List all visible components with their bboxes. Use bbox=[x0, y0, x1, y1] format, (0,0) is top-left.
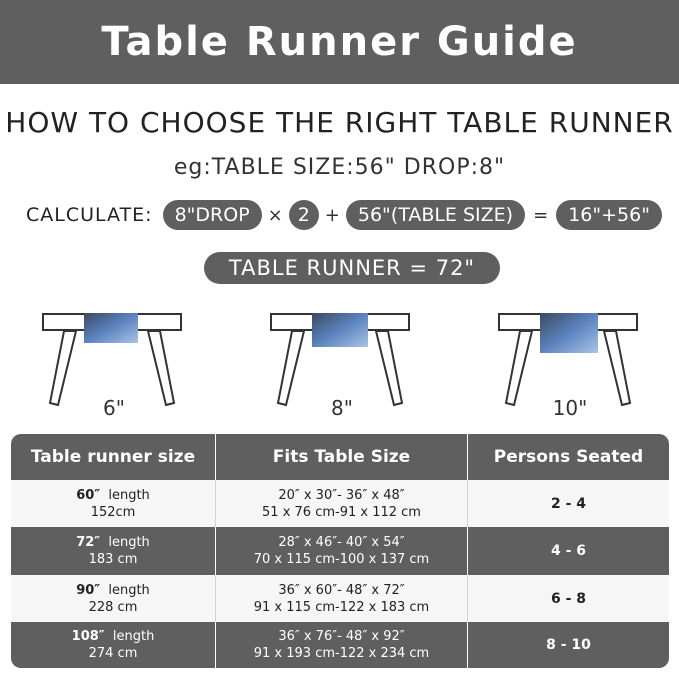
factor-pill: 2 bbox=[289, 200, 319, 230]
table-size-pill: 56"(TABLE SIZE) bbox=[346, 200, 525, 230]
fit-cm: 70 x 115 cm-100 x 137 cm bbox=[253, 552, 430, 567]
guide-heading: HOW TO CHOOSE THE RIGHT TABLE RUNNER bbox=[5, 106, 674, 139]
header-persons-seated: Persons Seated bbox=[493, 447, 644, 467]
persons-seated-cell: 2 - 4 bbox=[550, 495, 587, 512]
fit-cm: 91 x 115 cm-122 x 183 cm bbox=[253, 599, 430, 615]
drop-label-8: 8" bbox=[331, 396, 353, 420]
size-table bbox=[11, 434, 669, 668]
fits-size-cell bbox=[216, 622, 468, 668]
runner-size-cell bbox=[11, 622, 216, 668]
fit-inches: 36″ x 60″- 48″ x 72″ bbox=[278, 582, 405, 598]
runner-inch: 108″ bbox=[71, 629, 105, 644]
runner-size-cell bbox=[11, 480, 216, 527]
fit-cm: 91 x 193 cm-122 x 234 cm bbox=[253, 646, 430, 661]
calculate-label: CALCULATE: bbox=[26, 204, 153, 226]
runner-graphic bbox=[84, 313, 138, 343]
calculation-row bbox=[26, 200, 662, 230]
runner-length-word: length bbox=[108, 487, 150, 503]
persons-seated-cell: 6 - 8 bbox=[550, 590, 587, 607]
example-text: eg:TABLE SIZE:56" DROP:8" bbox=[173, 155, 506, 180]
table-row bbox=[11, 622, 669, 668]
fits-size-cell bbox=[216, 527, 468, 575]
runner-graphic bbox=[312, 313, 368, 347]
table-row bbox=[11, 527, 669, 575]
title-banner bbox=[0, 0, 679, 84]
table-row bbox=[11, 480, 669, 527]
runner-inch: 60″ bbox=[76, 487, 101, 503]
times-sign: × bbox=[267, 204, 283, 226]
fit-inches: 28″ x 46″- 40″ x 54″ bbox=[278, 535, 405, 550]
sum-pill: 16"+56" bbox=[556, 200, 662, 230]
runner-cm: 274 cm bbox=[88, 646, 138, 661]
page-title: Table Runner Guide bbox=[101, 19, 578, 65]
table-illustration-6-drop bbox=[42, 313, 182, 409]
fit-inches: 20″ x 30″- 36″ x 48″ bbox=[278, 487, 405, 503]
plus-sign: + bbox=[324, 204, 340, 226]
equals-sign: = bbox=[533, 204, 549, 226]
runner-cm: 183 cm bbox=[88, 552, 138, 567]
table-header-row bbox=[11, 434, 669, 480]
runner-cm: 152cm bbox=[90, 504, 136, 520]
fits-size-cell bbox=[216, 480, 468, 527]
header-fits-table-size: Fits Table Size bbox=[216, 434, 468, 480]
fit-inches: 36″ x 76″- 48″ x 92″ bbox=[278, 629, 405, 644]
table-illustration-10-drop bbox=[498, 313, 638, 409]
runner-graphic bbox=[540, 313, 598, 353]
fit-cm: 51 x 76 cm-91 x 112 cm bbox=[262, 504, 421, 520]
runner-length-word: length bbox=[108, 582, 150, 598]
runner-length-word: length bbox=[108, 535, 150, 550]
table-row bbox=[11, 575, 669, 622]
runner-size-cell bbox=[11, 527, 216, 575]
drop-pill: 8"DROP bbox=[163, 200, 262, 230]
runner-length-word: length bbox=[112, 629, 155, 644]
result-pill: TABLE RUNNER = 72" bbox=[204, 252, 500, 284]
table-illustration-8-drop bbox=[270, 313, 410, 409]
runner-size-cell bbox=[11, 575, 216, 622]
runner-cm: 228 cm bbox=[88, 599, 138, 615]
runner-inch: 72″ bbox=[76, 535, 101, 550]
runner-inch: 90″ bbox=[76, 582, 101, 598]
fits-size-cell bbox=[216, 575, 468, 622]
drop-label-10: 10" bbox=[552, 396, 588, 420]
drop-label-6: 6" bbox=[103, 396, 125, 420]
persons-seated-cell: 8 - 10 bbox=[546, 637, 591, 653]
persons-seated-cell: 4 - 6 bbox=[550, 543, 587, 559]
header-runner-size: Table runner size bbox=[11, 434, 216, 480]
